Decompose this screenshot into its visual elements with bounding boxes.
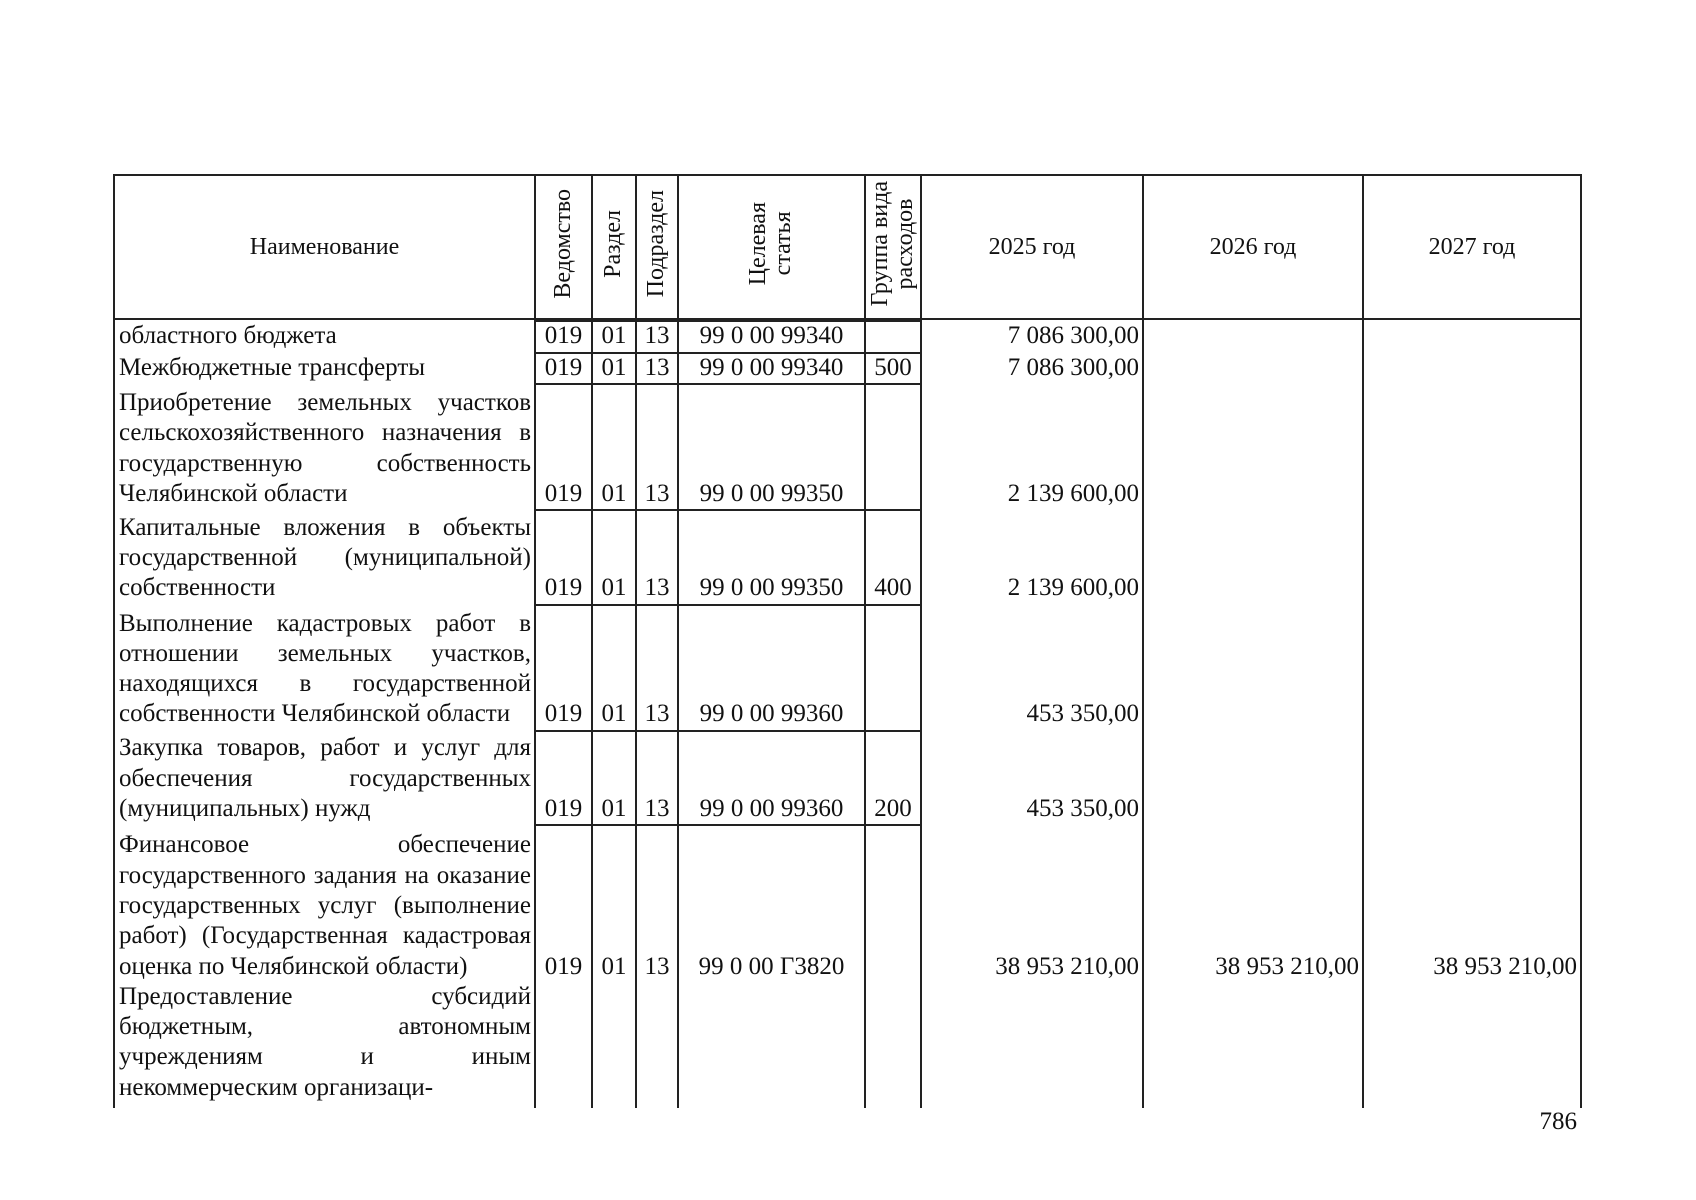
row-amount-2025: 7 086 300,00 <box>921 352 1143 384</box>
row-name: Закупка товаров, работ и услуг для обеспечения государственных (муниципальных) нужд <box>114 730 535 825</box>
row-target-article: 99 0 00 99340 <box>678 319 865 352</box>
row-section: 01 <box>592 319 636 352</box>
row-amount-2026 <box>1143 319 1363 352</box>
row-department: 019 <box>535 352 592 384</box>
row-subsection: 13 <box>636 509 678 604</box>
row-name: Выполнение кадастровых работ в отношении земельных участков, находящихся в государственной собственности Челябинской области <box>114 604 535 730</box>
row-name: Финансовое обеспечение государственного задания на оказание государственных услуг (выполнение работ) (Государственная кадастровая оценка по Челябинской области) <box>114 824 535 982</box>
row-amount-2027 <box>1363 319 1581 352</box>
row-target-article: 99 0 00 99360 <box>678 604 865 730</box>
header-section: Раздел <box>592 175 636 319</box>
row-amount-2026 <box>1143 352 1363 384</box>
header-target-article: Целевая статья <box>678 175 865 319</box>
row-subsection: 13 <box>636 352 678 384</box>
row-name: Капитальные вложения в объекты государственной (муниципальной) собственности <box>114 509 535 604</box>
row-subsection <box>636 982 678 1108</box>
table-row <box>114 824 1581 982</box>
row-section: 01 <box>592 352 636 384</box>
row-amount-2025: 38 953 210,00 <box>921 824 1143 982</box>
row-target-article: 99 0 00 Г3820 <box>678 824 865 982</box>
header-year-2027: 2027 год <box>1363 175 1581 319</box>
row-name: областного бюджета <box>114 319 535 352</box>
row-amount-2026: 38 953 210,00 <box>1143 824 1363 982</box>
row-amount-2027 <box>1363 383 1581 509</box>
table-row <box>114 383 1581 509</box>
row-target-article: 99 0 00 99350 <box>678 383 865 509</box>
row-expense-group: 200 <box>865 730 921 825</box>
row-expense-group <box>865 383 921 509</box>
row-department: 019 <box>535 824 592 982</box>
header-subsection: Подраздел <box>636 175 678 319</box>
row-expense-group <box>865 604 921 730</box>
header-year-2026: 2026 год <box>1143 175 1363 319</box>
row-expense-group: 400 <box>865 509 921 604</box>
row-section: 01 <box>592 730 636 825</box>
header-department: Ведомство <box>535 175 592 319</box>
row-amount-2025: 2 139 600,00 <box>921 383 1143 509</box>
table-row <box>114 319 1581 352</box>
budget-table <box>113 174 1582 1108</box>
row-amount-2027 <box>1363 509 1581 604</box>
row-name: Предоставление субсидий бюджетным, автономным учреждениям и иным некоммерческим организаци- <box>114 982 535 1108</box>
row-section: 01 <box>592 509 636 604</box>
row-department: 019 <box>535 730 592 825</box>
row-amount-2025: 7 086 300,00 <box>921 319 1143 352</box>
row-amount-2026 <box>1143 383 1363 509</box>
header-name: Наименование <box>114 175 535 319</box>
row-subsection: 13 <box>636 824 678 982</box>
row-target-article: 99 0 00 99340 <box>678 352 865 384</box>
row-expense-group <box>865 824 921 982</box>
row-department: 019 <box>535 604 592 730</box>
row-expense-group <box>865 319 921 352</box>
row-department: 019 <box>535 383 592 509</box>
row-expense-group: 500 <box>865 352 921 384</box>
row-amount-2027 <box>1363 730 1581 825</box>
row-target-article: 99 0 00 99360 <box>678 730 865 825</box>
header-row <box>114 175 1581 319</box>
row-amount-2026 <box>1143 509 1363 604</box>
row-amount-2027 <box>1363 604 1581 730</box>
row-amount-2025: 2 139 600,00 <box>921 509 1143 604</box>
row-department: 019 <box>535 319 592 352</box>
table-row <box>114 730 1581 825</box>
row-name: Приобретение земельных участков сельскохозяйственного назначения в государственную собственность Челябинской области <box>114 383 535 509</box>
row-amount-2027 <box>1363 982 1581 1108</box>
table-row <box>114 509 1581 604</box>
header-year-2025: 2025 год <box>921 175 1143 319</box>
row-amount-2026 <box>1143 730 1363 825</box>
row-section: 01 <box>592 824 636 982</box>
row-amount-2025: 453 350,00 <box>921 604 1143 730</box>
row-amount-2027: 38 953 210,00 <box>1363 824 1581 982</box>
table-row-continued <box>114 982 1581 1108</box>
row-section <box>592 982 636 1108</box>
row-department: 019 <box>535 509 592 604</box>
row-section: 01 <box>592 604 636 730</box>
row-amount-2026 <box>1143 982 1363 1108</box>
row-department <box>535 982 592 1108</box>
row-amount-2026 <box>1143 604 1363 730</box>
row-subsection: 13 <box>636 319 678 352</box>
row-subsection: 13 <box>636 383 678 509</box>
row-target-article <box>678 982 865 1108</box>
row-amount-2025: 453 350,00 <box>921 730 1143 825</box>
table-row <box>114 352 1581 384</box>
row-subsection: 13 <box>636 730 678 825</box>
row-name: Межбюджетные трансферты <box>114 352 535 384</box>
header-expense-group: Группа вида расходов <box>865 175 921 319</box>
row-amount-2027 <box>1363 352 1581 384</box>
table-row <box>114 604 1581 730</box>
row-section: 01 <box>592 383 636 509</box>
row-amount-2025 <box>921 982 1143 1108</box>
row-expense-group <box>865 982 921 1108</box>
row-subsection: 13 <box>636 604 678 730</box>
row-target-article: 99 0 00 99350 <box>678 509 865 604</box>
page-number: 786 <box>1539 1108 1577 1135</box>
